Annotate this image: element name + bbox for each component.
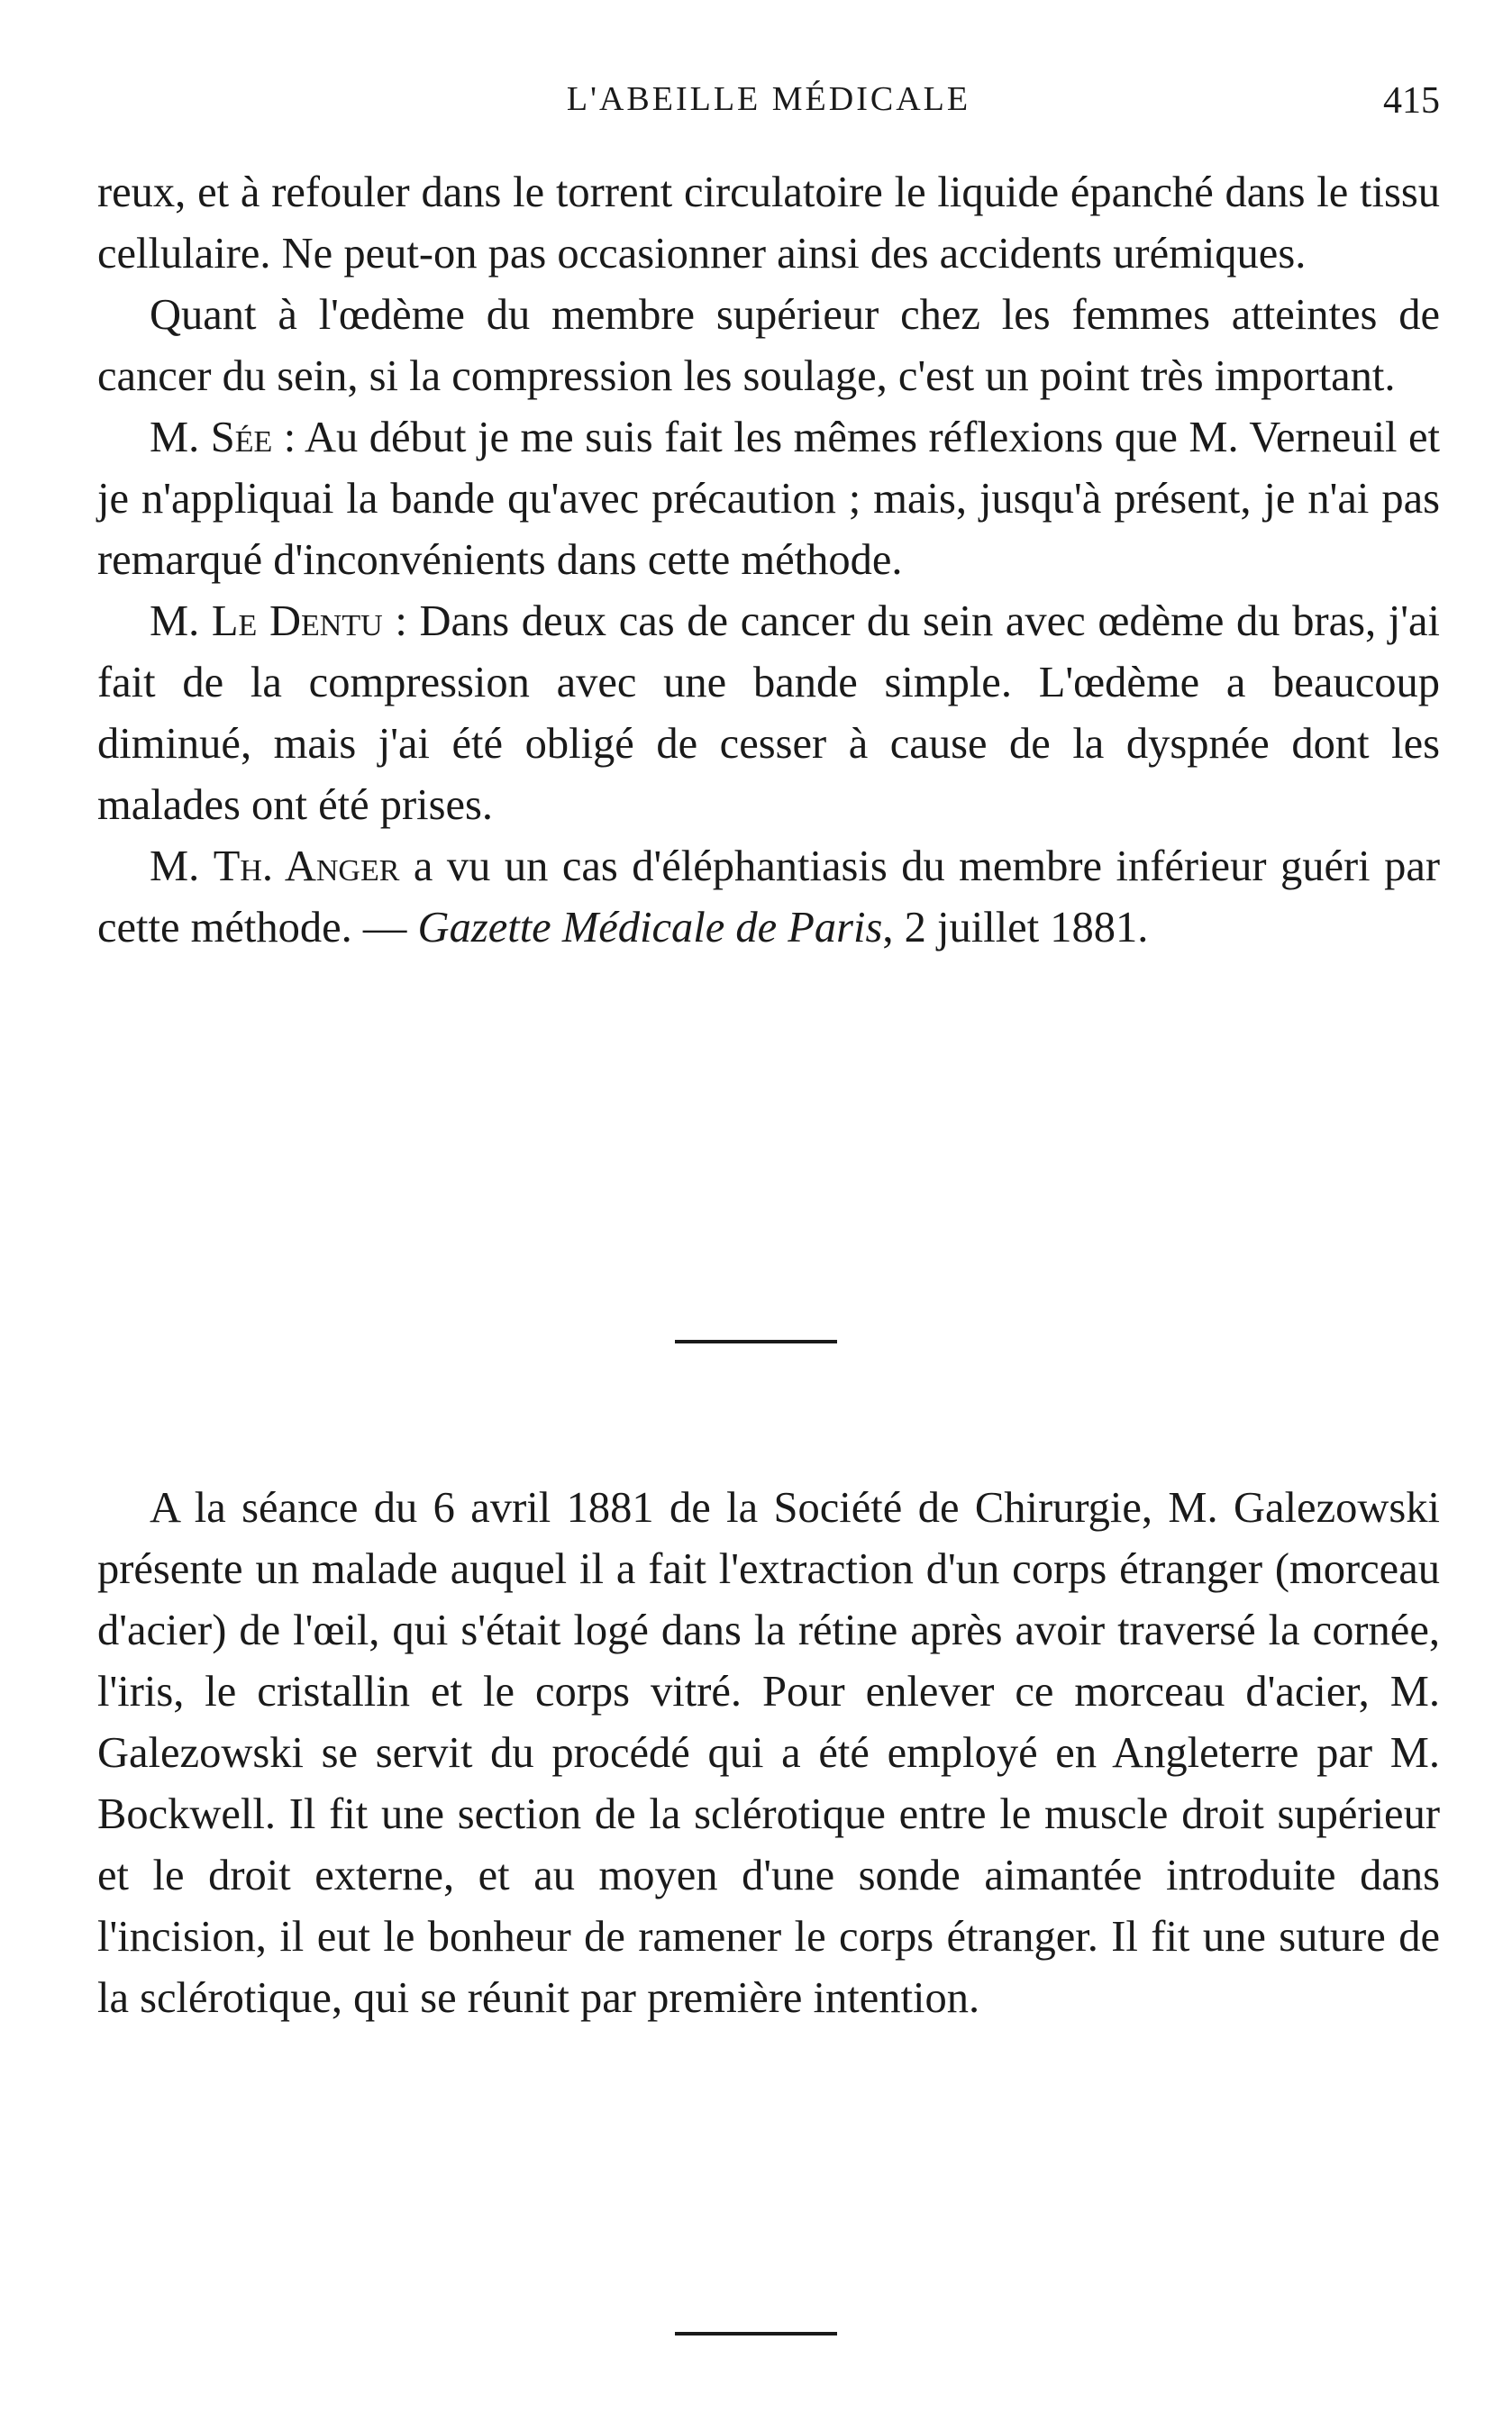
section-divider (675, 1340, 837, 1343)
speaker-name: Sée (210, 414, 273, 461)
speaker-prefix: M. (150, 842, 214, 890)
paragraph-text: reux, et à refouler dans le torrent circulatoire le liquide épanché dans le tissu cellulaire. Ne peut-on pas occasionner ainsi des accidents urémiques. (97, 168, 1440, 278)
running-head (97, 79, 1440, 133)
speaker-name: Th. Anger (213, 842, 400, 890)
paragraph-text: , 2 juillet 1881. (882, 904, 1149, 952)
speaker-prefix: M. (150, 597, 212, 645)
paragraph-text: : Au début je me suis fait les mêmes réflexions que M. Verneuil et je n'appliquai la bande qu'avec précaution ; mais, jusqu'à présent, je n'ai pas remarqué d'inconvénients dans cette méthode. (97, 414, 1440, 584)
speaker-prefix: M. (150, 414, 211, 461)
paragraph-text: a vu un cas d'éléphantiasis du membre inférieur guéri par cette méthode. — (97, 842, 1441, 952)
section-divider (675, 2332, 837, 2336)
paragraph-see (97, 407, 1440, 591)
speaker-name: Le Dentu (211, 597, 383, 645)
galezowski-section (97, 1478, 1440, 2029)
running-title: L'ABEILLE MÉDICALE (566, 80, 971, 118)
paragraph-text: A la séance du 6 avril 1881 de la Société de Chirurgie, M. Galezowski présente un malade auquel il a fait l'extraction d'un corps étranger (morceau d'acier) de l'œil, qui s'était logé dans la rétine après avoir traversé la cornée, l'iris, le cristallin et le corps vitré. Pour enlever ce morceau d'acier, M. Galezowski se servit du procédé qui a été employé en Angleterre par M. Bockwell. Il fit une section de la sclérotique entre le muscle droit supérieur et le droit externe, et au moyen d'une sonde aimantée introduite dans l'incision, il eut le bonheur de ramener le corps étranger. Il fit une suture de la sclérotique, qui se réunit par première intention. (97, 1484, 1440, 2022)
page-number: 415 (1383, 80, 1440, 122)
paragraph-oedeme (97, 285, 1440, 407)
paragraph-galezowski (97, 1478, 1440, 2029)
source-citation: Gazette Médicale de Paris (417, 904, 883, 952)
discussion-section (97, 162, 1440, 959)
paragraph-text: Quant à l'œdème du membre supérieur chez les femmes atteintes de cancer du sein, si la compression les soulage, c'est un point très important. (97, 291, 1440, 400)
paragraph-text: : Dans deux cas de cancer du sein avec œdème du bras, j'ai fait de la compression avec une bande simple. L'œdème a beaucoup diminué, mais j'ai été obligé de cesser à cause de la dyspnée dont les malades ont été prises. (97, 597, 1441, 829)
paragraph-le-dentu (97, 591, 1440, 836)
paragraph-anger (97, 836, 1440, 959)
paragraph-continuation (97, 162, 1440, 285)
